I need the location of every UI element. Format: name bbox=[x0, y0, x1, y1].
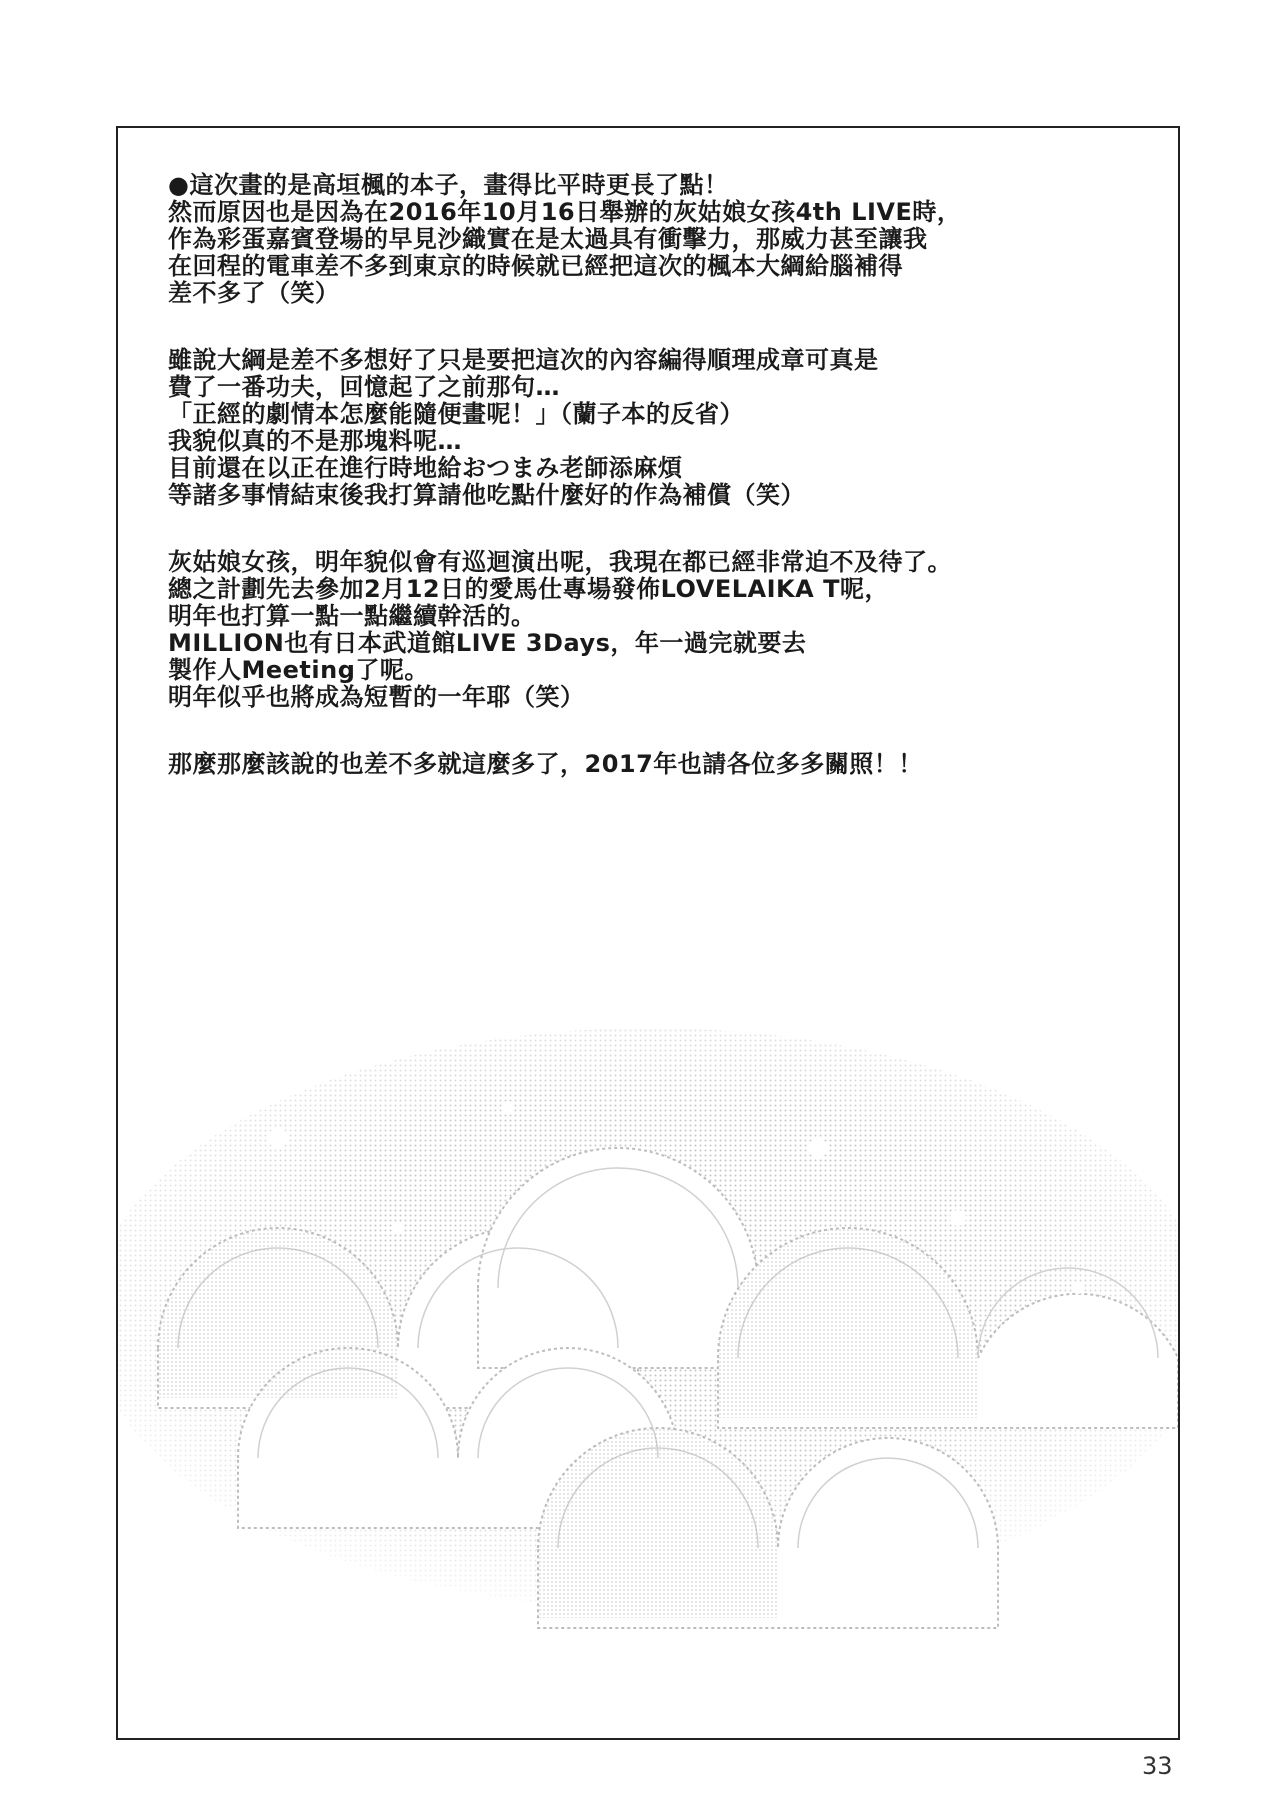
text-line: 然而原因也是因為在2016年10月16日舉辦的灰姑娘女孩4th LIVE時， bbox=[168, 198, 962, 226]
text-line: 那麼那麼該說的也差不多就這麼多了，2017年也請各位多多關照！！ bbox=[168, 750, 923, 778]
text-line: 明年似乎也將成為短暫的一年耶（笑） bbox=[168, 683, 585, 711]
text-line: 作為彩蛋嘉賓登場的早見沙織實在是太過具有衝擊力，那威力甚至讓我 bbox=[168, 225, 928, 253]
afterword-text bbox=[168, 172, 1128, 818]
paragraph-3 bbox=[168, 549, 1128, 711]
text-line: 差不多了（笑） bbox=[168, 279, 340, 307]
paragraph-4 bbox=[168, 751, 1128, 778]
text-line: 雖說大綱是差不多想好了只是要把這次的內容編得順理成章可真是 bbox=[168, 346, 879, 374]
text-line: 目前還在以正在進行時地給おつまみ老師添麻煩 bbox=[168, 454, 683, 482]
text-line: 在回程的電車差不多到東京的時候就已經把這次的楓本大綱給腦補得 bbox=[168, 252, 903, 280]
text-line: 費了一番功夫，回憶起了之前那句… bbox=[168, 373, 560, 401]
page-frame bbox=[116, 126, 1180, 1740]
text-line: 我貌似真的不是那塊料呢… bbox=[168, 427, 462, 455]
text-line: 明年也打算一點一點繼續幹活的。 bbox=[168, 602, 536, 630]
text-line: ●這次畫的是高垣楓的本子，畫得比平時更長了點！ bbox=[168, 171, 729, 199]
text-line: 「正經的劇情本怎麼能隨便畫呢！」（蘭子本的反省） bbox=[168, 400, 744, 428]
page-number: 33 bbox=[1142, 1752, 1173, 1780]
text-line: 等諸多事情結束後我打算請他吃點什麼好的作為補償（笑） bbox=[168, 481, 805, 509]
paragraph-2 bbox=[168, 347, 1128, 509]
text-line: 總之計劃先去參加2月12日的愛馬仕專場發佈LOVELAIKA T呢， bbox=[168, 575, 889, 603]
text-line: MILLION也有日本武道館LIVE 3Days，年一過完就要去 bbox=[168, 629, 807, 657]
text-line: 製作人Meeting了呢。 bbox=[168, 656, 429, 684]
text-line: 灰姑娘女孩，明年貌似會有巡迴演出呢，我現在都已經非常迫不及待了。 bbox=[168, 548, 952, 576]
lace-cloud-illustration bbox=[116, 988, 1180, 1740]
paragraph-1 bbox=[168, 172, 1128, 307]
